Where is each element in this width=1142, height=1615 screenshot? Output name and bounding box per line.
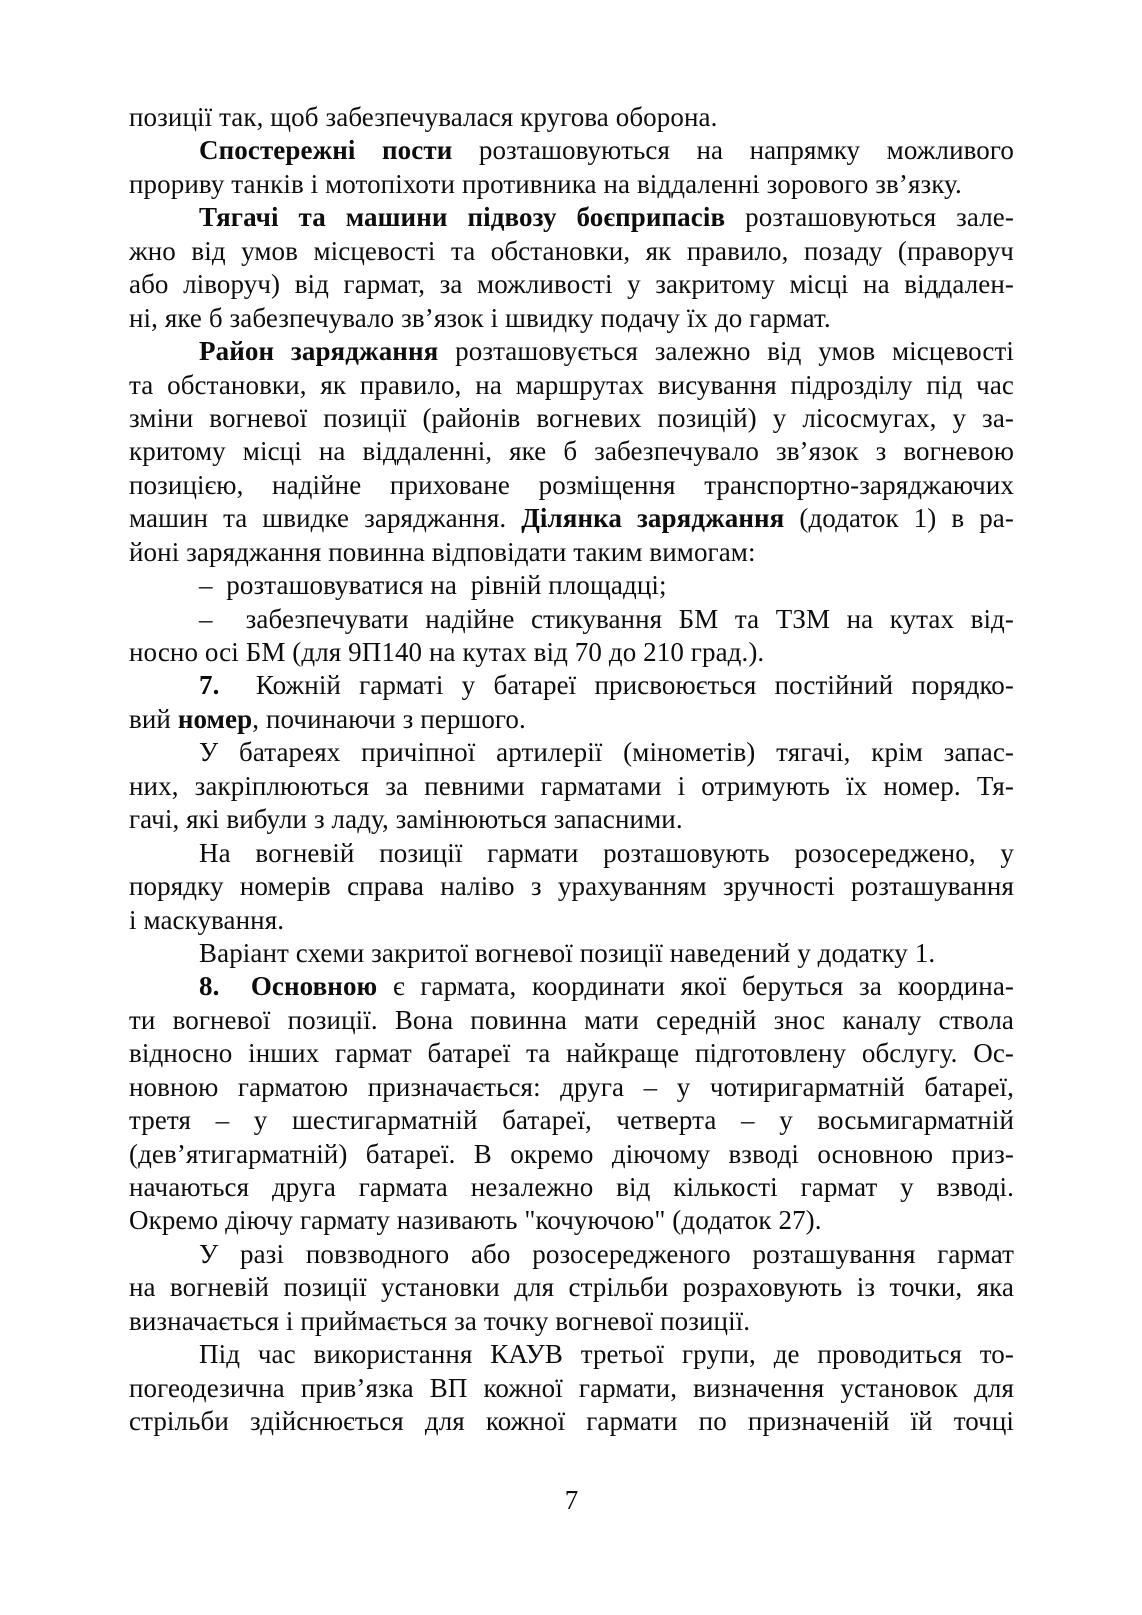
page-number: 7 <box>564 1485 579 1515</box>
text-line <box>129 1037 1014 1070</box>
text-line <box>129 1204 1014 1237</box>
text-run-bold: 8. Основною <box>199 971 378 1002</box>
text-line <box>129 1305 1014 1338</box>
text-line <box>129 469 1014 502</box>
text-run: погеодезична прив’язка ВП кожної гармати, визначення установок для <box>129 1372 1014 1403</box>
text-line <box>129 736 1014 769</box>
text-run: них, закріплюються за певними гарматами і отримують їх номер. Тя- <box>129 770 1014 801</box>
text-line <box>129 335 1014 368</box>
text-run: позиції так, щоб забезпечувалася кругова оборона. <box>129 102 718 132</box>
text-line <box>129 904 1014 937</box>
text-run: відносно інших гармат батареї та найкраще підготовлену обслугу. Ос- <box>129 1038 1014 1069</box>
text-line <box>129 201 1014 234</box>
text-run: У батареях причіпної артилерії (мінометів) тягачі, крім запас- <box>199 737 1014 768</box>
text-line <box>129 970 1014 1003</box>
text-run: позицією, надійне приховане розміщення транспортно-заряджаючих <box>129 469 1014 500</box>
text-line <box>129 502 1014 535</box>
text-run-bold: 7. <box>199 670 220 701</box>
text-run-bold: номер <box>177 703 253 734</box>
text-line <box>129 134 1014 167</box>
text-run: розташовуються зале- <box>725 202 1014 233</box>
text-run: новною гарматою призначається: друга – у чотиригарматній батареї, <box>129 1071 1014 1102</box>
text-block <box>129 101 1014 1439</box>
text-run: жно від умов місцевості та обстановки, як правило, позаду (праворуч <box>129 235 1014 266</box>
text-run: порядку номерів справа наліво з урахуванням зручності розташування <box>129 871 1014 902</box>
text-line <box>129 369 1014 402</box>
text-line <box>129 870 1014 903</box>
text-run: стрільби здійснюється для кожної гармати по призначеній їй точці <box>129 1406 1014 1437</box>
text-run: машин та швидке заряджання. <box>129 503 522 534</box>
text-line <box>129 1271 1014 1304</box>
text-line <box>129 268 1014 301</box>
text-line <box>129 1338 1014 1371</box>
text-run: ти вогневої позиції. Вона повинна мати середній знос каналу ствола <box>129 1004 1014 1035</box>
text-run: розташовуються на напрямку можливого <box>452 135 1014 166</box>
text-run: вий <box>129 703 178 734</box>
text-run: ні, яке б забезпечувало зв’язок і швидку подачу їх до гармат. <box>129 302 831 333</box>
text-line <box>129 1171 1014 1204</box>
text-line <box>129 1405 1014 1438</box>
text-line <box>129 803 1014 836</box>
text-run-bold: Тягачі та машини підвозу боєприпасів <box>199 202 726 233</box>
text-line <box>129 1372 1014 1405</box>
text-line <box>129 435 1014 468</box>
text-line <box>129 235 1014 268</box>
text-line <box>129 669 1014 702</box>
text-run: йоні заряджання повинна відповідати таким вимогам: <box>129 536 756 567</box>
text-run: Окремо діючу гармату називають "кочуючою" (додаток 27). <box>129 1205 822 1236</box>
text-line <box>129 168 1014 201</box>
text-run: Кожній гарматі у батареї присвоюється постійний порядко- <box>219 670 1014 701</box>
text-run: та обстановки, як правило, на маршрутах висування підрозділу під час <box>129 369 1014 400</box>
text-run: і маскування. <box>129 904 285 935</box>
text-line <box>129 1104 1014 1137</box>
text-run: (дев’ятигарматній) батареї. В окремо діючому взводі основною приз- <box>129 1138 1014 1169</box>
text-run: визначається і приймається за точку вогневої позиції. <box>129 1305 751 1336</box>
text-line <box>129 636 1014 669</box>
text-run-bold: Район заряджання <box>199 336 439 367</box>
text-run: Варіант схеми закритої вогневої позиції наведений у додатку 1. <box>199 937 936 968</box>
text-run: гачі, які вибули з ладу, замінюються запасними. <box>129 804 683 835</box>
text-line <box>129 1071 1014 1104</box>
text-run: або ліворуч) від гармат, за можливості у закритому місці на віддален- <box>129 269 1014 300</box>
text-run: Під час використання КАУВ третьої групи, де проводиться то- <box>199 1339 1014 1370</box>
text-run: на вогневій позиції установки для стрільби розраховують із точки, яка <box>129 1272 1014 1303</box>
text-run: – забезпечувати надійне стикування БМ та ТЗМ на кутах від- <box>199 603 1014 634</box>
text-run: носно осі БМ (для 9П140 на кутах від 70 до 210 град.). <box>129 637 765 667</box>
text-line <box>129 937 1014 970</box>
text-run: прориву танків і мотопіхоти противника на віддаленні зорового зв’язку. <box>129 168 962 199</box>
text-line <box>129 603 1014 636</box>
text-run: є гармата, координати якої беруться за координа- <box>377 971 1015 1002</box>
text-run: На вогневій позиції гармати розташовують розосереджено, у <box>199 837 1014 868</box>
text-run-bold: Спостережні пости <box>199 135 453 166</box>
text-run: (додаток 1) в ра- <box>784 503 1014 534</box>
text-line <box>129 536 1014 569</box>
text-line <box>129 1138 1014 1171</box>
text-run: – розташовуватися на рівній площадці; <box>199 570 667 601</box>
text-line <box>129 1004 1014 1037</box>
text-run: розташовується залежно від умов місцевості <box>438 336 1014 367</box>
text-run: третя – у шестигарматній батареї, четверта – у восьмигарматній <box>129 1105 1014 1136</box>
text-run: У разі повзводного або розосередженого розташування гармат <box>199 1238 1014 1269</box>
text-run: , починаючи з першого. <box>252 703 526 734</box>
text-line <box>129 302 1014 335</box>
text-line <box>129 703 1014 736</box>
text-run-bold: Ділянка заряджання <box>521 503 785 534</box>
text-run: начаються друга гармата незалежно від кількості гармат у взводі. <box>129 1172 1014 1202</box>
text-run: зміни вогневої позиції (районів вогневих позицій) у лісосмугах, у за- <box>129 402 1014 433</box>
text-line <box>129 101 1014 134</box>
text-line <box>129 770 1014 803</box>
text-line <box>129 1238 1014 1271</box>
text-run: критому місці на віддаленні, яке б забезпечувало зв’язок з вогневою <box>129 436 1014 467</box>
text-line <box>129 569 1014 602</box>
text-line <box>129 402 1014 435</box>
text-line <box>129 837 1014 870</box>
